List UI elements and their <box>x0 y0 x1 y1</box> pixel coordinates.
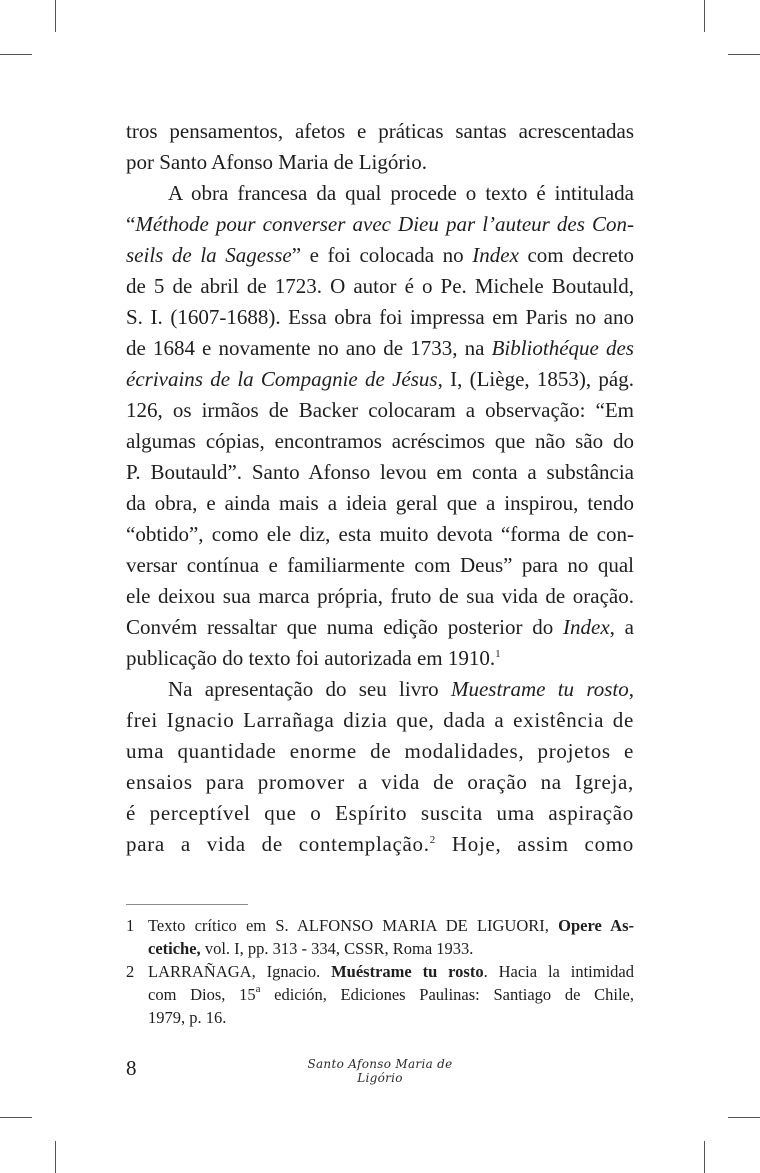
crop-mark-top-left-h <box>0 54 32 55</box>
text-line <box>126 674 634 705</box>
text-run: uma quantidade enorme de modalidades, projetos e <box>126 739 634 763</box>
text-line <box>126 581 634 612</box>
note-reference: 2 <box>429 834 436 846</box>
text-run: tros pensamentos, afetos e práticas santas acrescentadas <box>126 119 634 143</box>
text-line <box>126 519 634 550</box>
bold-run: Muéstrame tu rosto <box>331 962 484 981</box>
footnote-line <box>148 960 634 983</box>
crop-mark-bottom-right <box>704 1141 705 1173</box>
text-run: ensaios para promover a vida de oração na Igreja, <box>126 770 634 794</box>
footnote-line <box>148 1006 634 1029</box>
text-run: frei Ignacio Larrañaga dizia que, dada a existência de <box>126 708 634 732</box>
note-reference: 1 <box>495 648 501 660</box>
bold-run: cetiche, <box>148 939 201 958</box>
footnote <box>126 960 634 1029</box>
footnote <box>126 914 634 960</box>
text-run: 1979, p. 16. <box>148 1008 227 1027</box>
text-line <box>126 767 634 798</box>
text-line <box>126 178 634 209</box>
italic-run: Index <box>472 243 519 267</box>
text-run: Convém ressaltar que numa edição posterior do <box>126 615 564 639</box>
crop-mark-bottom-left <box>55 1141 56 1173</box>
text-run: “ <box>126 212 136 236</box>
text-run: publicação do texto foi autorizada em 1910. <box>126 646 496 670</box>
text-line <box>126 209 634 240</box>
text-line <box>126 426 634 457</box>
footnote-number: 2 <box>126 962 135 981</box>
text-line <box>126 736 634 767</box>
footnote-line <box>148 983 634 1006</box>
text-run: , I, (Liège, 1853), pág. <box>437 367 634 391</box>
text-run: da obra, e ainda mais a ideia geral que a inspirou, tendo <box>126 491 634 515</box>
italic-run: Bibliothéque des <box>491 336 634 360</box>
text-run: por Santo Afonso Maria de Ligório. <box>126 150 427 174</box>
text-run: , a <box>609 615 634 639</box>
text-run: Na apresentação do seu livro <box>168 677 451 701</box>
text-line <box>126 705 634 736</box>
footnote-separator <box>126 904 248 905</box>
footnotes <box>126 914 634 1029</box>
page-number: 8 <box>126 1056 137 1080</box>
text-line <box>126 364 634 395</box>
text-line <box>126 550 634 581</box>
text-run: ” e foi colocada no <box>291 243 473 267</box>
text-run: de 1684 e novamente no ano de 1733, na <box>126 336 492 360</box>
text-run: edición, Ediciones Paulinas: Santiago de Chile, <box>260 985 634 1004</box>
text-run: de 5 de abril de 1723. O autor é o Pe. Michele Boutauld, <box>126 274 634 298</box>
italic-run: Index <box>563 615 610 639</box>
text-run: LARRAÑAGA, Ignacio. <box>148 962 332 981</box>
text-line <box>126 829 634 860</box>
text-line <box>126 333 634 364</box>
footnote-line <box>148 914 634 937</box>
italic-run: Méthode pour converser avec Dieu par l’auteur des Con- <box>135 212 634 236</box>
crop-mark-top-right-h <box>728 54 760 55</box>
bold-run: Opere As- <box>558 916 634 935</box>
text-run: com Dios, 15 <box>148 985 256 1004</box>
text-run: com decreto <box>518 243 634 267</box>
text-line <box>126 271 634 302</box>
crop-mark-bottom-right-h <box>728 1117 760 1118</box>
text-run: S. I. (1607-1688). Essa obra foi impressa em Paris no ano <box>126 305 634 329</box>
text-run: . Hacia la intimidad <box>483 962 634 981</box>
text-line <box>126 116 634 147</box>
text-run: ele deixou sua marca própria, fruto de sua vida de oração. <box>126 584 634 608</box>
text-line <box>126 612 634 643</box>
text-run: A obra francesa da qual procede o texto é intitulada <box>168 181 634 205</box>
body-text <box>126 116 634 860</box>
running-head: Santo Afonso Maria de Ligório <box>307 1057 453 1085</box>
italic-run: Muestrame tu rosto <box>450 677 629 701</box>
text-line <box>126 147 634 178</box>
text-run: algumas cópias, encontramos acréscimos que não são do <box>126 429 634 453</box>
crop-mark-bottom-left-h <box>0 1117 32 1118</box>
text-line <box>126 488 634 519</box>
text-line <box>126 302 634 333</box>
text-run: é perceptível que o Espírito suscita uma aspiração <box>126 801 634 825</box>
text-run: 126, os irmãos de Backer colocaram a observação: “Em <box>126 398 634 422</box>
italic-run: écrivains de la Compagnie de Jésus <box>126 367 438 391</box>
footnote-number: 1 <box>126 916 135 935</box>
text-line <box>126 643 634 674</box>
text-run: para a vida de contemplação. <box>126 832 430 856</box>
text-line <box>126 457 634 488</box>
footnote-line <box>148 937 634 960</box>
text-line <box>126 798 634 829</box>
text-run: “obtido”, como ele diz, esta muito devota “forma de con- <box>126 522 634 546</box>
text-run: Texto crítico em S. ALFONSO MARIA DE LIGUORI, <box>148 916 559 935</box>
text-run: versar contínua e familiarmente com Deus” para no qual <box>126 553 634 577</box>
crop-mark-top-right <box>704 0 705 32</box>
text-run: , <box>628 677 634 701</box>
text-run: Hoje, assim como <box>435 832 634 856</box>
crop-mark-top-left <box>55 0 56 32</box>
note-reference: a <box>255 983 261 995</box>
text-run: P. Boutauld”. Santo Afonso levou em conta a substância <box>126 460 634 484</box>
text-run: vol. I, pp. 313 - 334, CSSR, Roma 1933. <box>200 939 474 958</box>
italic-run: seils de la Sagesse <box>126 243 292 267</box>
text-line <box>126 395 634 426</box>
text-line <box>126 240 634 271</box>
